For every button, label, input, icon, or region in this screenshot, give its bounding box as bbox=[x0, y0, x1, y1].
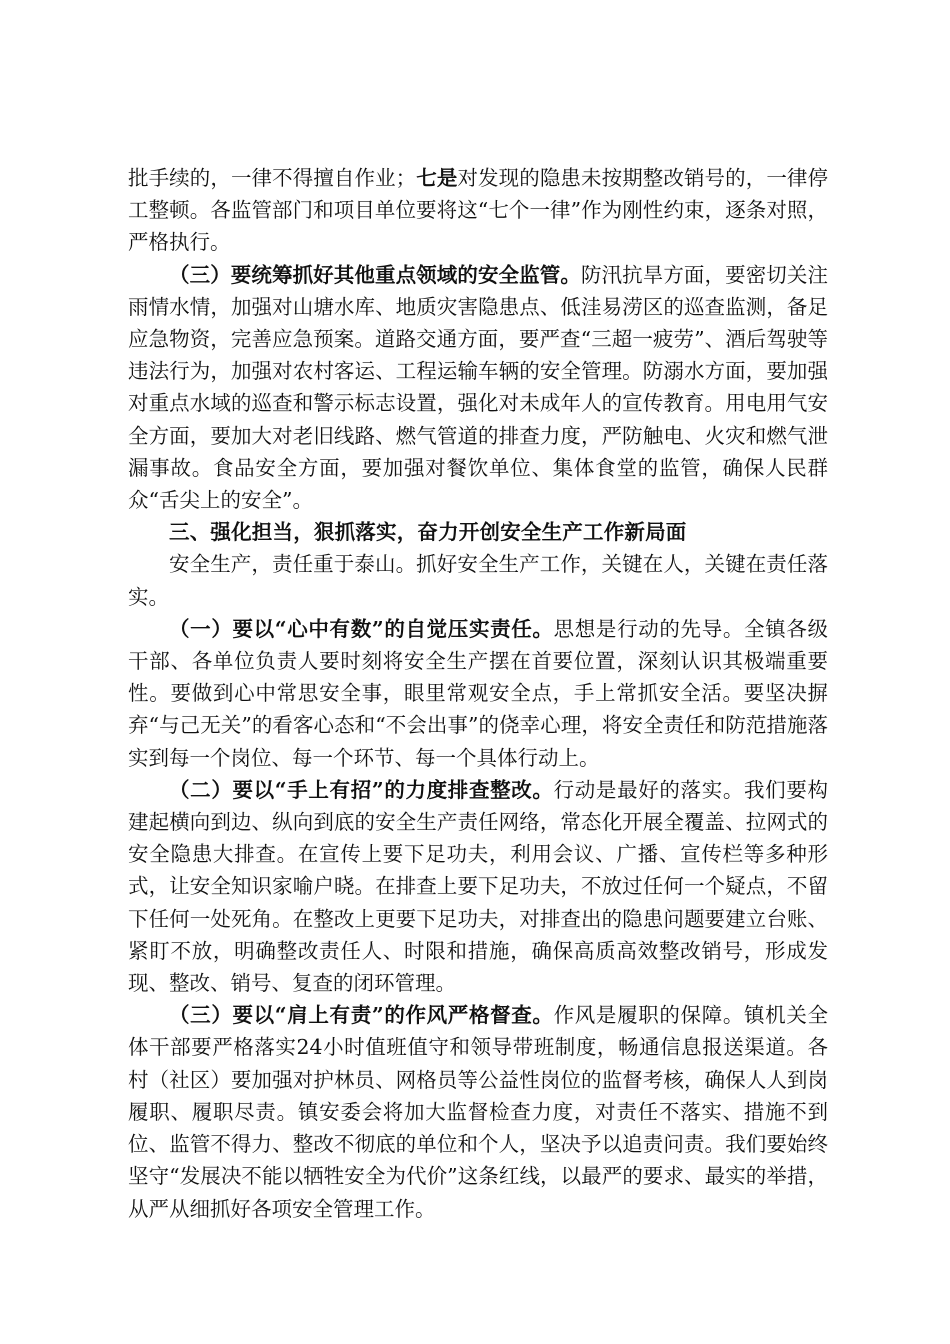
paragraph-text: 对发现的隐患未按期整改销号的，一律停工整顿。各监管部门和项目单位要将这“七个一律”作为刚性约束，逐条对照，严格执行。 bbox=[128, 166, 829, 255]
document-page bbox=[128, 162, 828, 1225]
paragraph-supervision bbox=[128, 999, 828, 1224]
paragraph-text: 行动是最好的落实。我们要构建起横向到边、纵向到底的安全生产责任网络，常态化开展全覆盖、拉网式的安全隐患大排查。在宣传上要下足功夫，利用会议、广播、宣传栏等多种形式，让安全知识家喻户晓。在排查上要下足功夫，不放过任何一个疑点，不留下任何一处死角。在整改上更要下足功夫，对排查出的隐患问题要建立台账、紧盯不放，明确整改责任人、时限和措施，确保高质高效整改销号，形成发现、整改、销号、复查的闭环管理。 bbox=[128, 777, 828, 996]
paragraph-bold-lead: 七是 bbox=[416, 166, 458, 190]
paragraph-continuation bbox=[128, 162, 828, 259]
paragraph-text: 批手续的，一律不得擅自作业； bbox=[128, 166, 417, 190]
paragraph-bold-lead: （二）要以“手上有招”的力度排查整改。 bbox=[169, 777, 554, 802]
paragraph-text: 思想是行动的先导。全镇各级干部、各单位负责人要时刻将安全生产摆在首要位置，深刻认识其极端重要性。要做到心中常思安全事，眼里常观安全点，手上常抓安全活。要坚决摒弃“与己无关”的看客心态和“不会出事”的侥幸心理，将安全责任和防范措施落实到每一个岗位、每一个环节、每一个具体行动上。 bbox=[128, 616, 828, 770]
section-heading-text: 三、强化担当，狠抓落实，奋力开创安全生产工作新局面 bbox=[169, 520, 687, 545]
paragraph-bold-lead: （三）要以“肩上有责”的作风严格督查。 bbox=[169, 1003, 554, 1028]
paragraph-bold-lead: （一）要以“心中有数”的自觉压实责任。 bbox=[169, 616, 554, 641]
paragraph-inspection bbox=[128, 774, 828, 999]
paragraph-bold-lead: （三）要统筹抓好其他重点领域的安全监管。 bbox=[169, 262, 581, 287]
paragraph-other-key-areas bbox=[128, 259, 828, 517]
section-heading-three bbox=[128, 516, 828, 548]
paragraph-text: 防汛抗旱方面，要密切关注雨情水情，加强对山塘水库、地质灾害隐患点、低洼易涝区的巡查监测，备足应急物资，完善应急预案。道路交通方面，要严查“三超一疲劳”、酒后驾驶等违法行为，加强对农村客运、工程运输车辆的安全管理。防溺水方面，要加强对重点水域的巡查和警示标志设置，强化对未成年人的宣传教育。用电用气安全方面，要加大对老旧线路、燃气管道的排查力度，严防触电、火灾和燃气泄漏事故。食品安全方面，要加强对餐饮单位、集体食堂的监管，确保人民群众“舌尖上的安全”。 bbox=[128, 262, 829, 513]
paragraph-intro bbox=[128, 548, 828, 612]
paragraph-text: 安全生产，责任重于泰山。抓好安全生产工作，关键在人，关键在责任落实。 bbox=[128, 552, 828, 609]
paragraph-responsibility bbox=[128, 613, 828, 774]
paragraph-text: 作风是履职的保障。镇机关全体干部要严格落实24小时值班值守和领导带班制度，畅通信息报送渠道。各村（社区）要加强对护林员、网格员等公益性岗位的监督考核，确保人人到岗履职、履职尽责。镇安委会将加大监督检查力度，对责任不落实、措施不到位、监管不得力、整改不彻底的单位和个人，坚决予以追责问责。我们要始终坚守“发展决不能以牺牲安全为代价”这条红线，以最严的要求、最实的举措，从严从细抓好各项安全管理工作。 bbox=[128, 1003, 828, 1221]
